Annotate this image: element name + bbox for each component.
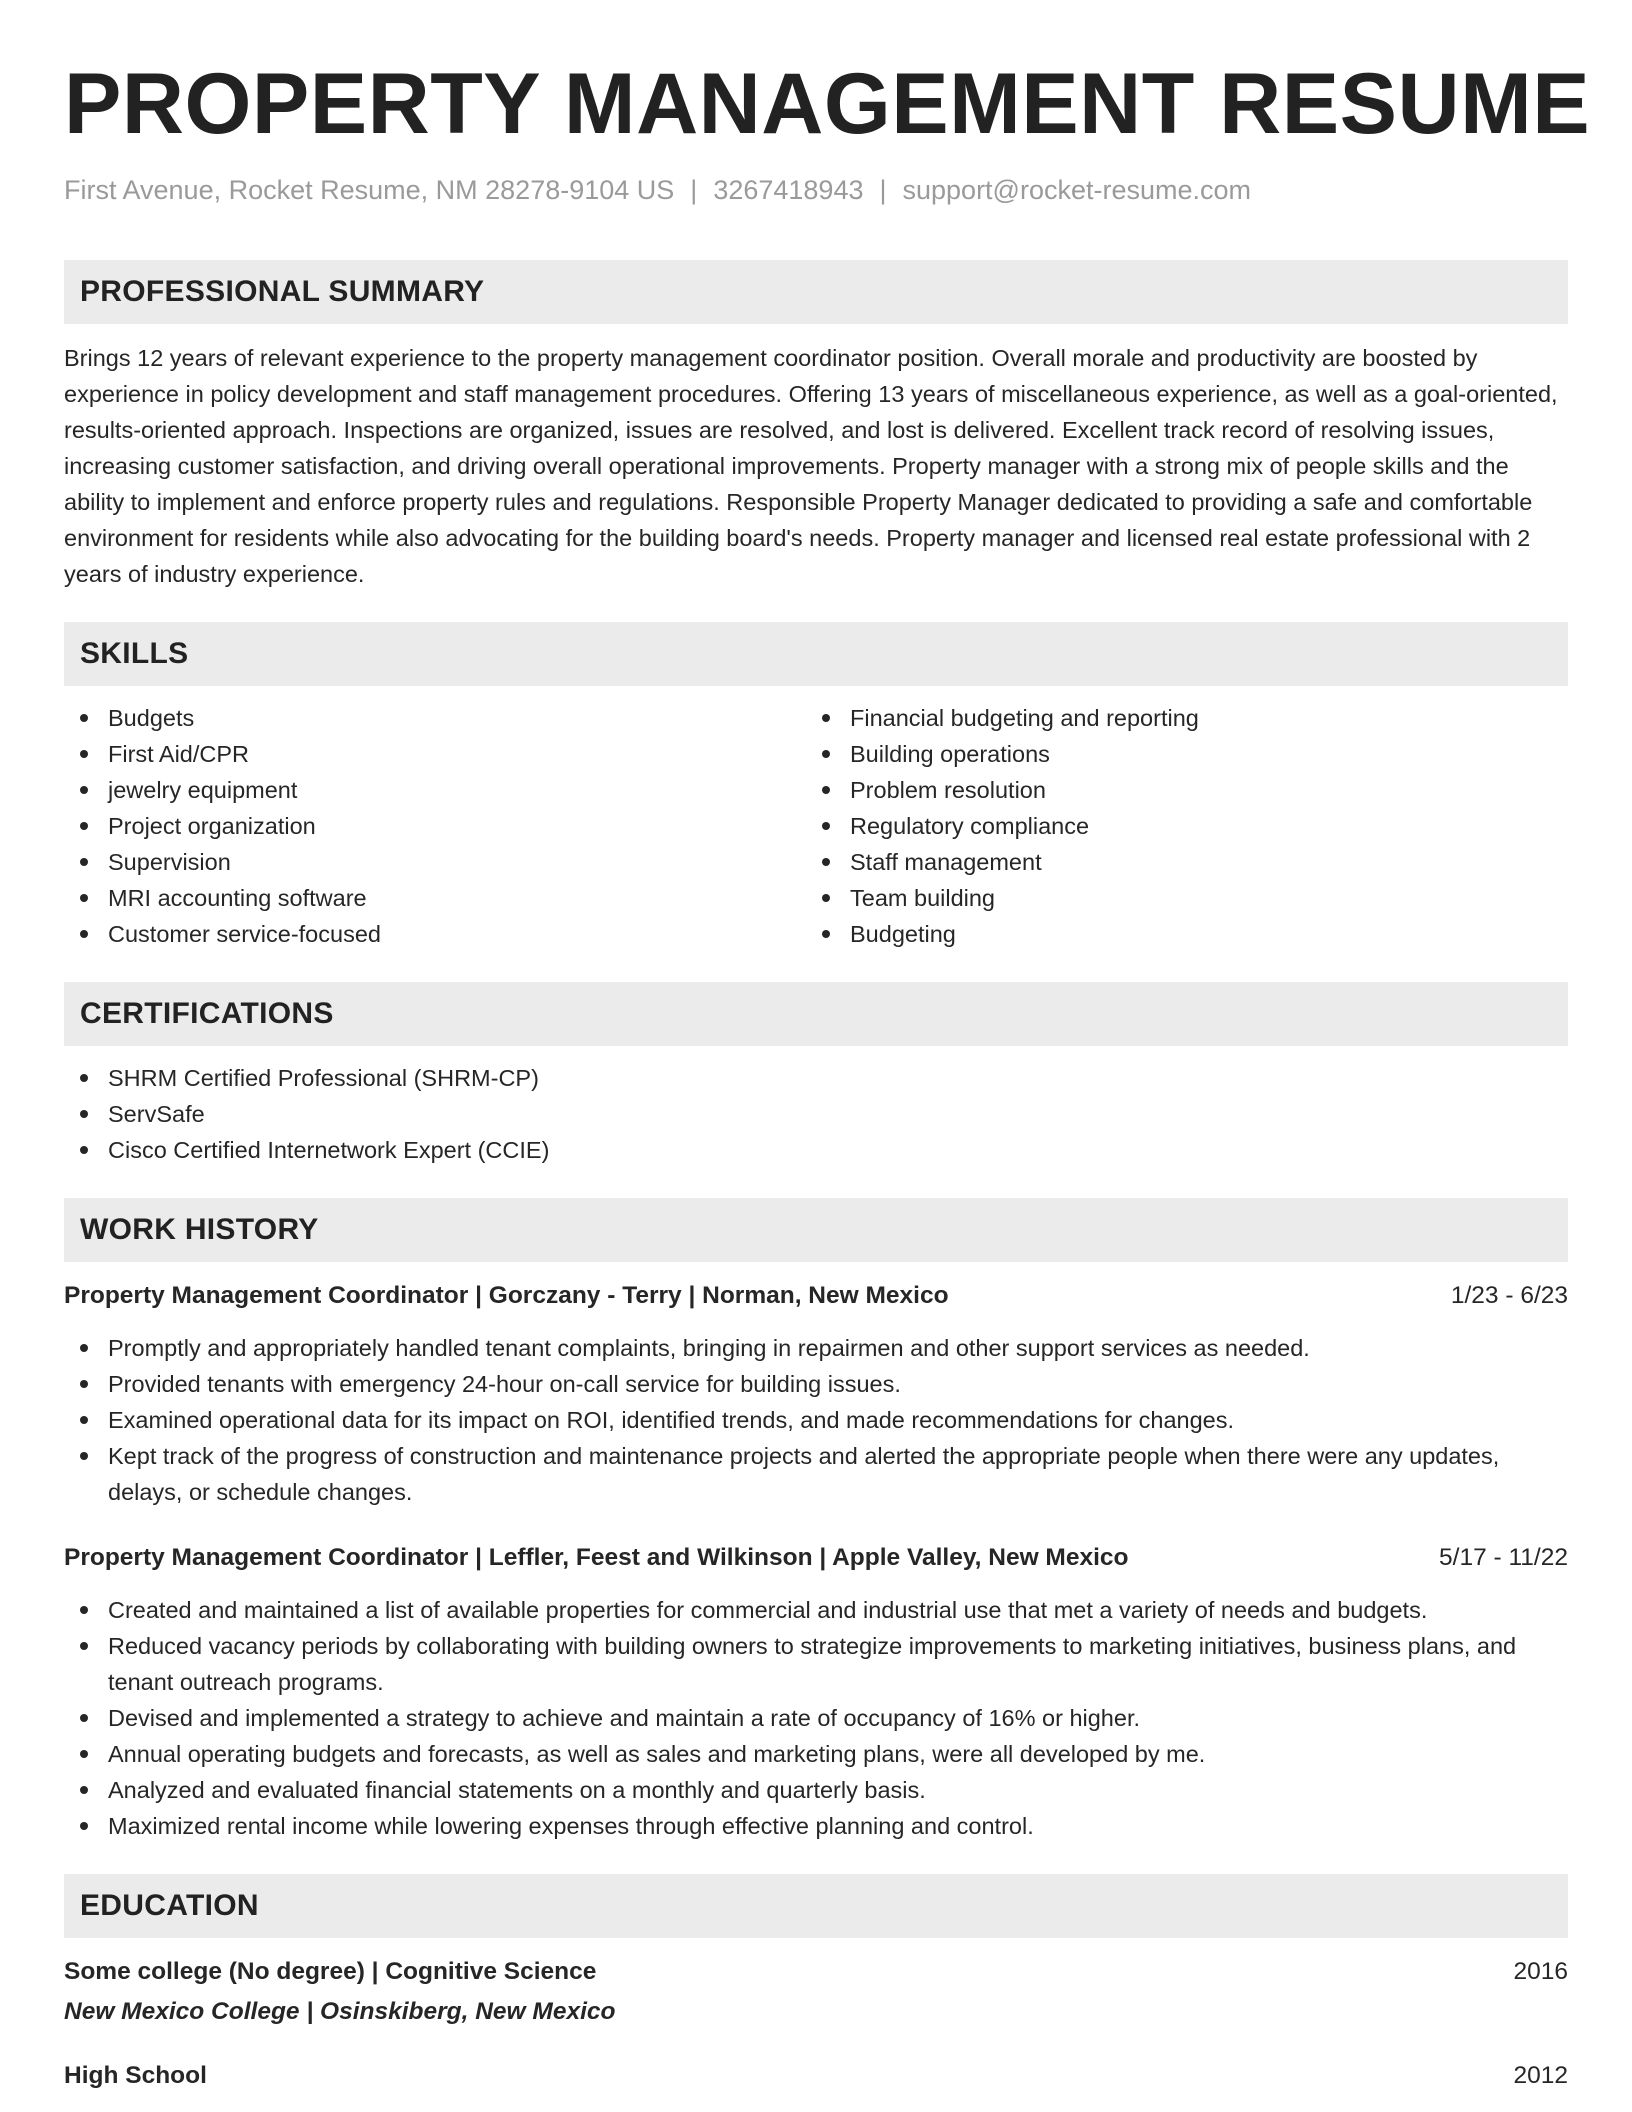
skills-list-left <box>64 700 806 952</box>
certification-item: Cisco Certified Internetwork Expert (CCIE) <box>64 1132 1568 1168</box>
section-heading-skills: SKILLS <box>64 622 1568 686</box>
resume-title: PROPERTY MANAGEMENT RESUME <box>64 56 1591 152</box>
skill-item: Customer service-focused <box>64 916 806 952</box>
job-bullet: Examined operational data for its impact on ROI, identified trends, and made recommendations for changes. <box>64 1402 1568 1438</box>
job-bullet: Analyzed and evaluated financial statements on a monthly and quarterly basis. <box>64 1772 1568 1808</box>
skill-item: Budgeting <box>806 916 1568 952</box>
job-title: Property Management Coordinator | Leffler, Feest and Wilkinson | Apple Valley, New Mexico <box>64 1544 1129 1571</box>
skill-item: First Aid/CPR <box>64 736 806 772</box>
contact-separator: | <box>690 175 698 205</box>
contact-address: First Avenue, Rocket Resume, NM 28278-9104 US <box>64 175 675 205</box>
education-year: 2012 <box>1513 2062 1568 2089</box>
job-bullet: Provided tenants with emergency 24-hour on-call service for building issues. <box>64 1366 1568 1402</box>
job-bullet: Devised and implemented a strategy to achieve and maintain a rate of occupancy of 16% or higher. <box>64 1700 1568 1736</box>
job-entry <box>64 1278 1568 1510</box>
skill-item: Budgets <box>64 700 806 736</box>
job-bullet: Maximized rental income while lowering expenses through effective planning and control. <box>64 1808 1568 1844</box>
job-bullet: Kept track of the progress of construction and maintenance projects and alerted the appropriate people when there were any updates, delays, or schedule changes. <box>64 1438 1568 1510</box>
education-header <box>64 1954 1568 1990</box>
skill-item: Problem resolution <box>806 772 1568 808</box>
skills-grid <box>64 686 1568 952</box>
job-header <box>64 1278 1568 1314</box>
education-entry <box>64 2058 1568 2094</box>
job-dates: 1/23 - 6/23 <box>1450 1282 1568 1309</box>
skill-item: Project organization <box>64 808 806 844</box>
job-bullets <box>64 1592 1568 1844</box>
skill-item: Building operations <box>806 736 1568 772</box>
skill-item: Staff management <box>806 844 1568 880</box>
job-bullet: Reduced vacancy periods by collaborating with building owners to strategize improvements to marketing initiatives, business plans, and tenant outreach programs. <box>64 1628 1568 1700</box>
certifications-list <box>64 1060 1568 1168</box>
skills-list-right <box>806 700 1568 952</box>
section-heading-work-history: WORK HISTORY <box>64 1198 1568 1262</box>
education-header <box>64 2058 1568 2094</box>
skill-item: Regulatory compliance <box>806 808 1568 844</box>
skill-item: Supervision <box>64 844 806 880</box>
skill-item: MRI accounting software <box>64 880 806 916</box>
job-title: Property Management Coordinator | Gorczany - Terry | Norman, New Mexico <box>64 1282 949 1309</box>
job-dates: 5/17 - 11/22 <box>1439 1544 1568 1571</box>
job-header <box>64 1540 1568 1576</box>
education-degree: Some college (No degree) | Cognitive Science <box>64 1958 597 1985</box>
job-entry <box>64 1540 1568 1844</box>
contact-separator: | <box>879 175 887 205</box>
education-degree: High School <box>64 2062 207 2089</box>
education-entry <box>64 1954 1568 2030</box>
contact-email: support@rocket-resume.com <box>902 175 1252 205</box>
contact-line <box>64 174 1568 206</box>
section-heading-summary: PROFESSIONAL SUMMARY <box>64 260 1568 324</box>
skill-item: jewelry equipment <box>64 772 806 808</box>
contact-phone: 3267418943 <box>713 175 864 205</box>
job-bullet: Annual operating budgets and forecasts, as well as sales and marketing plans, were all developed by me. <box>64 1736 1568 1772</box>
skill-item: Financial budgeting and reporting <box>806 700 1568 736</box>
education-school: New Mexico College | Osinskiberg, New Mexico <box>64 1998 616 2025</box>
education-year: 2016 <box>1513 1958 1568 1985</box>
summary-text: Brings 12 years of relevant experience to the property management coordinator position. Overall morale and productivity are boosted by experience in policy development and staff management procedures. Offering 13 years of miscellaneous experience, as well as a goal-oriented, results-oriented approach. Inspections are organized, issues are resolved, and lost is delivered. Excellent track record of resolving issues, increasing customer satisfaction, and driving overall operational improvements. Property manager with a strong mix of people skills and the ability to implement and enforce property rules and regulations. Responsible Property Manager dedicated to providing a safe and comfortable environment for residents while also advocating for the building board's needs. Property manager and licensed real estate professional with 2 years of industry experience. <box>64 345 1558 587</box>
section-heading-education: EDUCATION <box>64 1874 1568 1938</box>
job-bullet: Created and maintained a list of available properties for commercial and industrial use that met a variety of needs and budgets. <box>64 1592 1568 1628</box>
section-heading-certifications: CERTIFICATIONS <box>64 982 1568 1046</box>
skill-item: Team building <box>806 880 1568 916</box>
certification-item: SHRM Certified Professional (SHRM-CP) <box>64 1060 1568 1096</box>
job-bullet: Promptly and appropriately handled tenant complaints, bringing in repairmen and other support services as needed. <box>64 1330 1568 1366</box>
certification-item: ServSafe <box>64 1096 1568 1132</box>
job-bullets <box>64 1330 1568 1510</box>
